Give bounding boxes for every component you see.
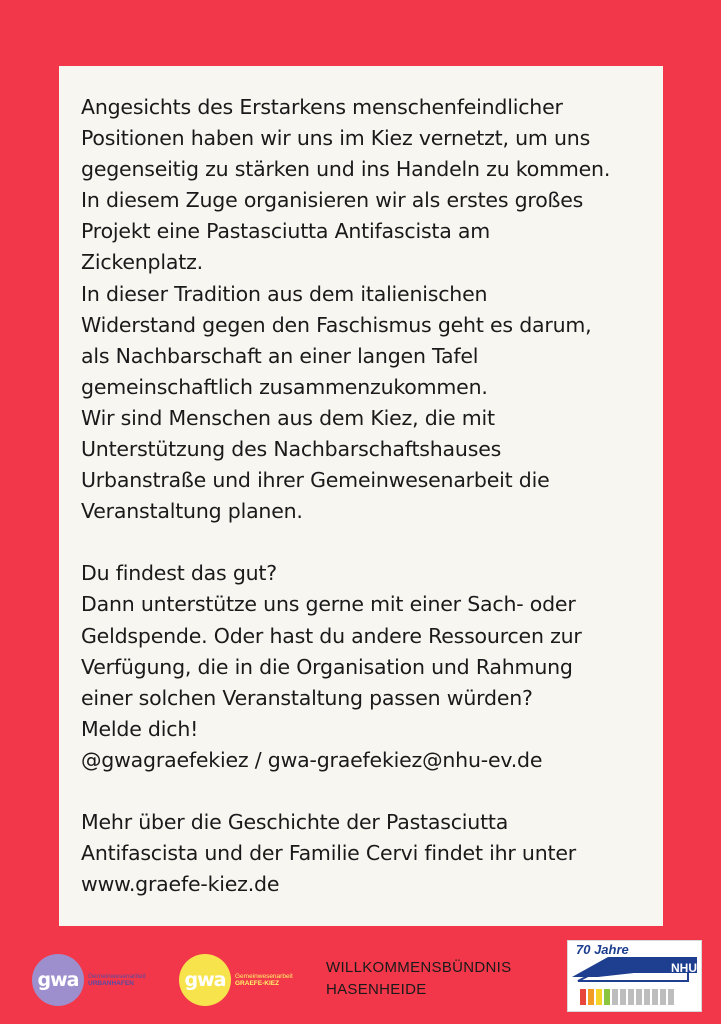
intro-paragraph: Angesichts des Erstarkens menschenfeindlicher Positionen haben wir uns im Kiez vernetzt, um uns gegenseitig zu stärken und ins Handeln zu kommen. In diesem Zuge organisieren wir als erstes großes Projekt eine Pastasciutta Antifascista am Zickenplatz. In dieser Tradition aus dem italienischen Widerstand gegen den Faschismus geht es darum, als Nachbarschaft an einer langen Tafel gemeinschaftlich zusammenzukommen. Wir sind Menschen aus dem Kiez, die mit Unterstützung des Nachbarschaftshauses Urbanstraße und ihrer Gemeinwesenarbeit die Veranstaltung planen.	[81, 95, 611, 524]
gwa-sub-label: Gemeinwesenarbeit GRAEFE-KIEZ	[235, 973, 293, 987]
paragraph-spacer	[81, 776, 651, 807]
willkommensbuendnis-logo	[326, 957, 511, 1001]
gwa-mark: gwa	[32, 954, 84, 1006]
nhu-jahre-label: 70 Jahre	[576, 942, 629, 957]
gwa-graefe-kiez-logo	[179, 954, 293, 1006]
more-info-paragraph: Mehr über die Geschichte der Pastasciutta Antifascista und der Familie Cervi findet ihr unter www.graefe-kiez.de	[81, 809, 576, 897]
gwa-urbanhafen-logo	[32, 954, 146, 1006]
footer-logos	[0, 930, 721, 1024]
gwa-sub-label: Gemeinwesenarbeit URBANHAFEN	[88, 973, 146, 987]
body-text	[81, 92, 651, 900]
content-card	[59, 66, 663, 926]
nhu-70-jahre-logo	[567, 940, 702, 1012]
willkommensbuendnis-line-2: HASENHEIDE	[326, 981, 427, 998]
nhu-label: NHU	[671, 961, 697, 975]
support-paragraph: Du findest das gut? Dann unterstütze uns gerne mit einer Sach- oder Geldspende. Oder hast du andere Ressourcen zur Verfügung, die in die Organisation und Rahmung einer solchen Veranstaltung passen würden? Melde dich! @gwagraefekiez / gwa-graefekiez@nhu-ev.de	[81, 561, 582, 772]
willkommensbuendnis-line-1: WILLKOMMENSBÜNDNIS	[326, 959, 512, 976]
paragraph-spacer	[81, 527, 651, 558]
gwa-mark: gwa	[179, 954, 231, 1006]
